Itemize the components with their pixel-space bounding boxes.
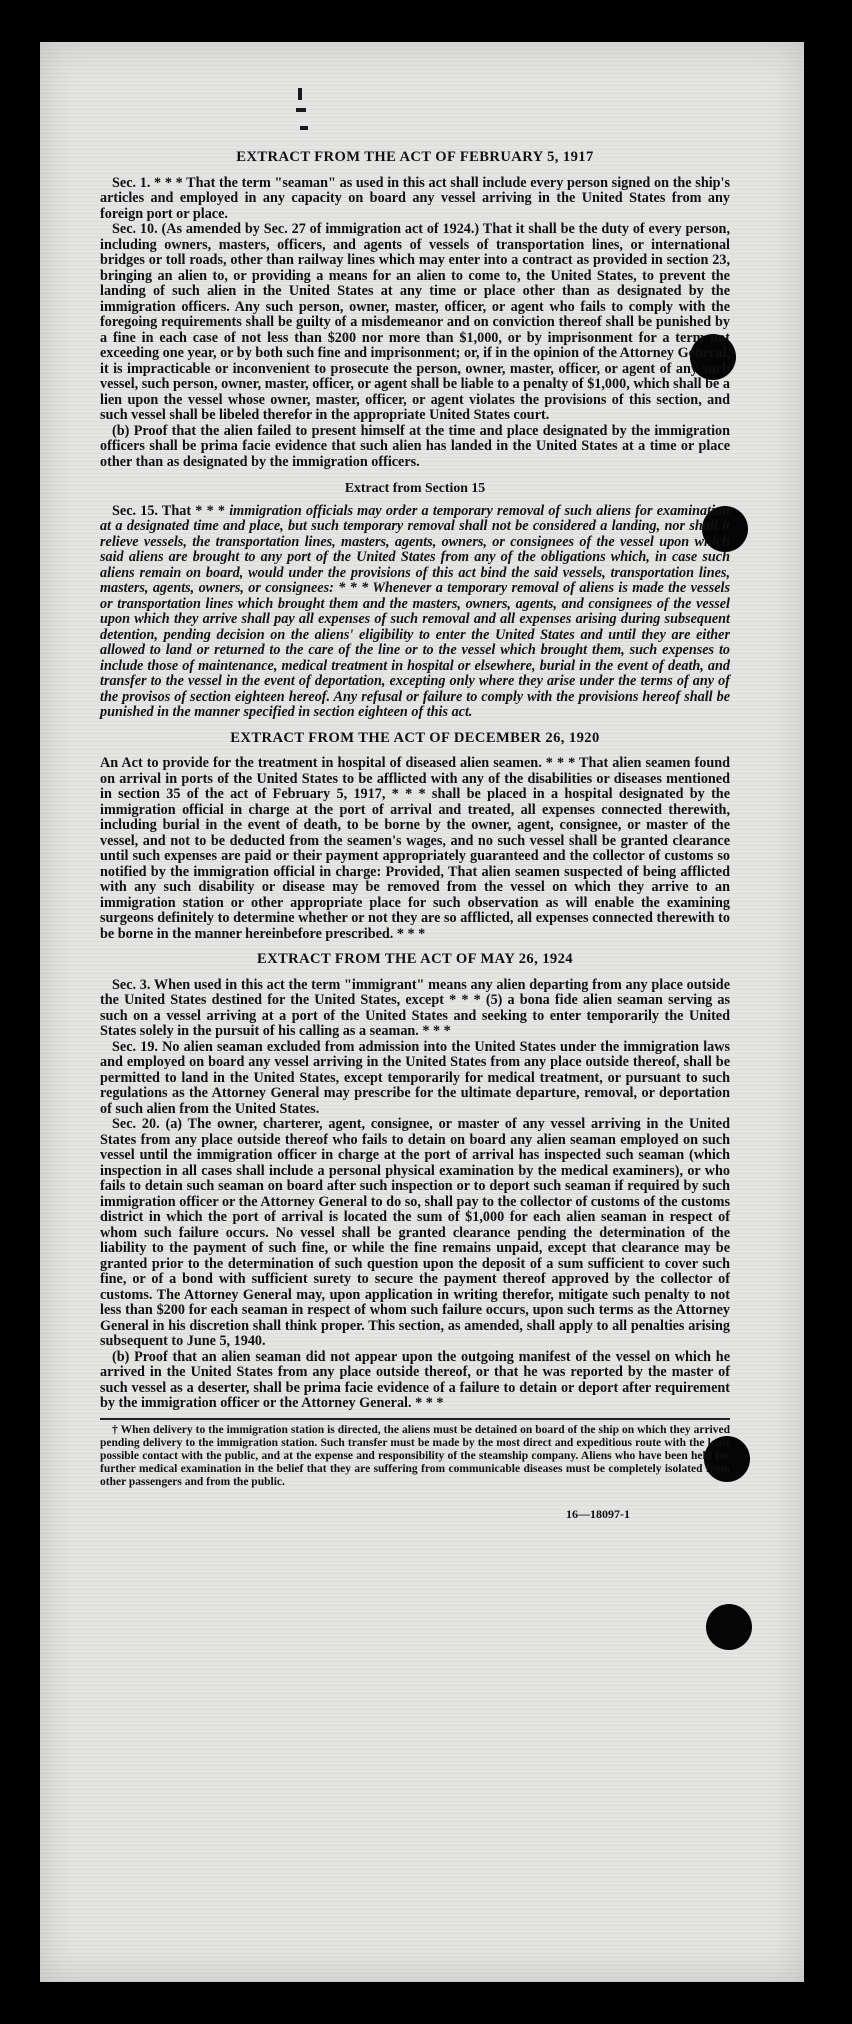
section-3-paragraph: Sec. 3. When used in this act the term "immigrant" means any alien departing from any place outside the United States destined for the United States, except * * * (5) a bona fide alien seaman serving as such on a vessel arriving at a port of the United States and seeking to enter temporarily the United States solely in the pursuit of his calling as a seaman. * * *	[100, 976, 730, 1039]
page-title: EXTRACT FROM THE ACT OF FEBRUARY 5, 1917	[236, 149, 594, 165]
section-1920-heading: EXTRACT FROM THE ACT OF DECEMBER 26, 1920	[230, 729, 600, 746]
section-19-paragraph: Sec. 19. No alien seaman excluded from admission into the United States under the immigration laws and employed on board any vessel arriving in the United States from any place outside thereof, shall be permitted to land in the United States, except temporarily for medical treatment, or pursuant to such regulations as the Attorney General may prescribe for the ultimate departure, removal, or deportation of such alien from the United States.	[100, 1038, 730, 1117]
section-20b-paragraph: (b) Proof that an alien seaman did not appear upon the outgoing manifest of the vessel on which he arrived in the United States from any place outside thereof, or that he was reported by the master of such vessel as a deserter, shall be prima facie evidence of a failure to detain or deport after requirement by the immigration officer or the Attorney General. * * *	[100, 1348, 730, 1411]
document-body	[100, 140, 730, 1522]
section-1920-paragraph: An Act to provide for the treatment in hospital of diseased alien seamen. * * * That alien seamen found on arrival in ports of the United States to be afflicted with any of the disabilities or diseases mentioned in section 35 of the act of February 5, 1917, * * * shall be placed in a hospital designated by the immigration official in charge at the port of arrival and treated, all expenses connected therewith, including burial in the event of death, to be borne by the owner, agent, consignee, or master of the vessel, and not to be deducted from the seamen's wages, and no such vessel shall be granted clearance until such expenses are paid or their payment appropriately guaranteed and the collector of customs so notified by the immigration official in charge: Provided, That alien seamen suspected of being afflicted with any such disability or disease may be removed from the vessel on which they arrive to an immigration station or other appropriate place for such observation as will enable the examining surgeons definitely to determine whether or not they are so afflicted, all expenses connected therewith to be borne in the manner hereinbefore prescribed. * * *	[100, 755, 730, 942]
section-10b-paragraph: (b) Proof that the alien failed to present himself at the time and place designated by the immigration officers shall be prima facie evidence that such alien has landed in the United States at a time or place other than as designated by the immigration officers.	[100, 422, 730, 470]
footnote-divider	[100, 1418, 730, 1420]
punch-hole-4	[706, 1604, 752, 1650]
form-number: 16—18097-1	[566, 1506, 630, 1521]
section-20-paragraph: Sec. 20. (a) The owner, charterer, agent, consignee, or master of any vessel arriving in the United States from any place outside thereof who fails to detain on board any alien seaman employed on such vessel until the immigration officer in charge at the port of arrival has inspected such seaman (which inspection in all cases shall include a personal physical examination by the medical examiners), or who fails to detain such seaman on board after such inspection or to deport such seaman if required by such immigration officer or the Attorney General to do so, shall pay to the collector of customs of the customs district in which the port of arrival is located the sum of $1,000 for each alien seaman in respect of whom such failure occurs. No vessel shall be granted clearance pending the determination of the liability to the payment of such fine, or while the fine remains unpaid, except that clearance may be granted prior to the determination of such question upon the deposit of a sum sufficient to cover such fine, or of a bond with sufficient surety to secure the payment thereof approved by the collector of customs. The Attorney General may, upon application in writing therefor, mitigate such penalty to not less than $200 for each seaman in respect of whom such failure occurs, upon such terms as the Attorney General in his discretion shall think proper. This section, as amended, shall apply to all penalties arising subsequent to June 5, 1940.	[100, 1116, 730, 1349]
section-1-paragraph: Sec. 1. * * * That the term "seaman" as used in this act shall include every person signed on the ship's articles and employed in any capacity on board any vessel arriving in the United States from any foreign port or place.	[100, 174, 730, 222]
section-10-paragraph: Sec. 10. (As amended by Sec. 27 of immigration act of 1924.) That it shall be the duty of every person, including owners, masters, officers, and agents of vessels of transportation lines, or international bridges or toll roads, other than railway lines which may enter into a contract as provided in section 23, bringing an alien to, or providing a means for an alien to come to, the United States, to prevent the landing of such alien in the United States at any time or place other than as designated by the immigration officers. Any such person, owner, master, officer, or agent who fails to comply with the foregoing requirements shall be guilty of a misdemeanor and on conviction thereof shall be punished by a fine in each case of not less than $200 nor more than $1,000, or by imprisonment for a term not exceeding one year, or by both such fine and imprisonment; or, if in the opinion of the Attorney General, it is impracticable or inconvenient to prosecute the person, owner, master, officer, or agent of any such vessel, such person, owner, master, officer, or agent shall be liable to a penalty of $1,000, which shall be a lien upon the vessel whose owner, master, officer, or agent violates the provisions of this section, and such vessel shall be libeled therefor in the appropriate United States court.	[100, 221, 730, 423]
section-15-subheading: Extract from Section 15	[344, 480, 486, 495]
section-1924-heading: EXTRACT FROM THE ACT OF MAY 26, 1924	[256, 951, 574, 967]
section-15-lead: Sec. 15. That * * *	[112, 502, 225, 519]
section-15-body: immigration officials may order a temporary removal of such aliens for examination at a designated time and place, but such temporary removal shall not be considered a landing, nor shall it relieve vessels, the transportation lines, masters, agents, owners, or consignees of the vessel upon which said aliens are brought to any port of the United States from any of the obligations which, in case such aliens remain on board, would under the provisions of this act bind the said vessels, transportation lines, masters, agents, owners, or consignees: * * * Whenever a temporary removal of aliens is made the vessels or transportation lines which brought them and the masters, owners, agents, and consignees of the vessel upon which they arrive shall pay all expenses of such removal and all expenses arising during subsequent detention, pending decision on the aliens' eligibility to enter the United States and until they are either allowed to land or returned to the care of the line or to the vessel which brought them, such expenses to include those of maintenance, medical treatment in hospital or elsewhere, burial in the event of death, and transfer to the vessel in the event of deportation, excepting only where they arise under the terms of any of the provisos of section eighteen hereof. Any refusal or failure to comply with the provisions hereof shall be punished in the manner specified in section eighteen of this act.	[100, 502, 731, 720]
footnote: † When delivery to the immigration station is directed, the aliens must be detained on board of the ship on which they arrived pending delivery to the immigration station. Such transfer must be made by the most direct and expeditious route with the least possible contact with the public, and at the expense and responsibility of the steamship company. Aliens who have been held for further medical examination in the belief that they are suffering from communicable diseases must be completely isolated from other passengers and from the public.	[100, 1423, 730, 1488]
section-15-paragraph	[100, 504, 730, 721]
